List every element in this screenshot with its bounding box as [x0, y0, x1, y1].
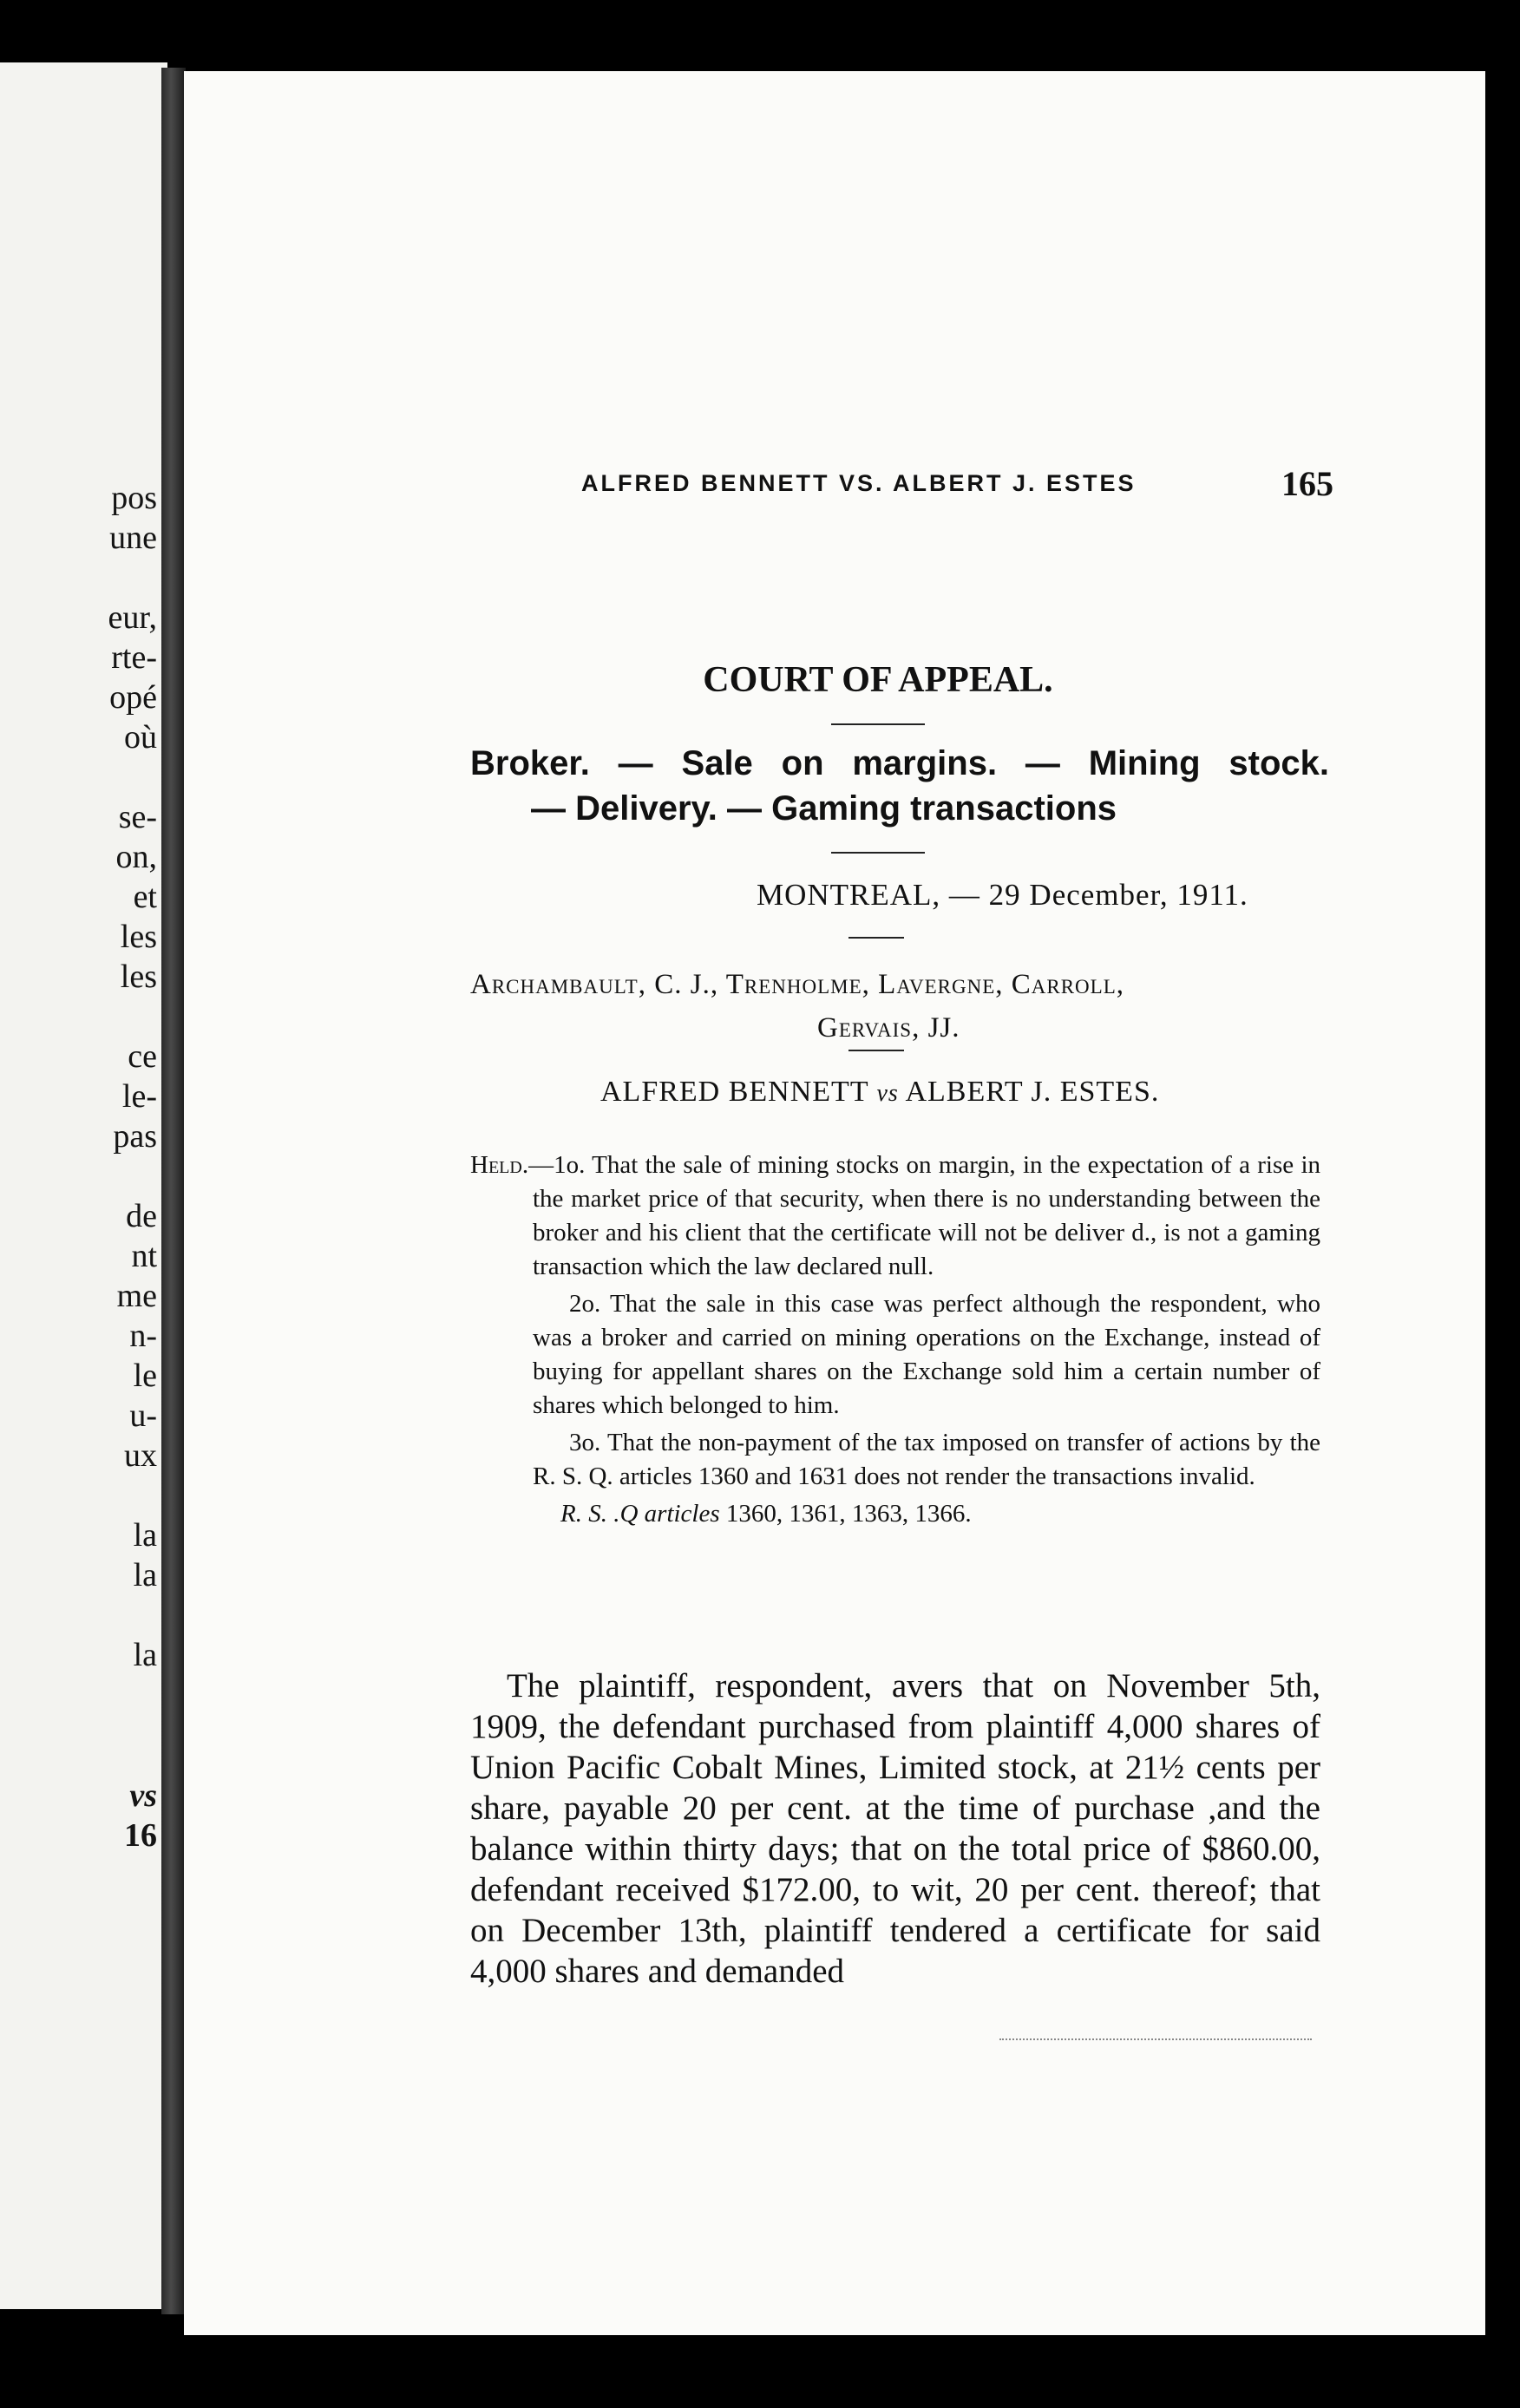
- judges-line-1: Archambault, C. J., Trenholme, Lavergne, Carroll,: [470, 969, 1124, 1000]
- facing-page-fragment: la: [133, 1517, 157, 1554]
- subject-line-1: Broker. — Sale on margins. — Mining stock.: [470, 744, 1329, 782]
- body-text: [470, 1665, 1320, 1992]
- versus: vs: [876, 1080, 899, 1107]
- facing-page-fragment: opé: [109, 679, 157, 716]
- held-point-2: 2o. That the sale in this case was perfect although the respondent, who was a broker and carried on mining operations on the Exchange, instead of buying for appellant shares on the Exchange sold him a certain number of shares which belonged to him.: [533, 1290, 1320, 1419]
- facing-page-fragment: u-: [129, 1397, 157, 1434]
- facing-page: [0, 62, 167, 2309]
- divider-rule: [848, 1050, 904, 1051]
- facing-page-fragment: eur,: [108, 599, 157, 636]
- citation-label: R. S. .Q articles: [560, 1500, 720, 1528]
- held-point-3: 3o. That the non-payment of the tax imposed on transfer of actions by the R. S. Q. articles 1360 and 1631 does not render the transactions invalid.: [533, 1429, 1320, 1490]
- facing-page-fragment: et: [133, 879, 157, 915]
- court-title: COURT OF APPEAL.: [703, 660, 1053, 700]
- facing-page-fragment: les: [120, 919, 157, 955]
- statute-citation: [470, 1497, 1320, 1531]
- facing-page-fragment: 16: [124, 1817, 157, 1854]
- facing-page-fragment: de: [126, 1198, 157, 1234]
- divider-rule: [831, 723, 925, 725]
- facing-page-fragment: ux: [124, 1437, 157, 1474]
- body-paragraph: The plaintiff, respondent, avers that on November 5th, 1909, the defendant purchased from plaintiff 4,000 shares of Union Pacific Cobalt Mines, Limited stock, at 21½ cents per share, payable 20 per cent. at the time of purchase ,and the balance within thirty days; that on the total price of $860.00, defendant received $172.00, to wit, 20 per cent. thereof; that on December 13th, plaintiff tendered a certificate for said 4,000 shares and demanded: [470, 1667, 1320, 1990]
- book-page: [184, 71, 1485, 2335]
- facing-page-fragment: la: [133, 1637, 157, 1673]
- held-section: [470, 1148, 1320, 1534]
- facing-page-fragment: ce: [128, 1038, 157, 1075]
- facing-page-fragment: le: [133, 1358, 157, 1394]
- book-spine: [161, 68, 186, 2314]
- held-point-1: [470, 1148, 1320, 1284]
- facing-page-fragment: la: [133, 1557, 157, 1593]
- divider-rule: [848, 937, 904, 939]
- facing-page-fragment: le-: [121, 1078, 157, 1115]
- facing-page-fragment: les: [120, 959, 157, 995]
- page-number: 165: [1281, 464, 1333, 503]
- facing-page-fragment: me: [116, 1278, 157, 1314]
- facing-page-fragment: se-: [118, 799, 157, 835]
- held-text-1: —1o. That the sale of mining stocks on margin, in the expectation of a rise in the market price of that security, when there is no understanding between the broker and his client that the certificate will not be deliver d., is not a gaming transaction which the law declared null.: [528, 1151, 1320, 1280]
- facing-page-fragment: rte-: [111, 639, 157, 676]
- held-label: Held.: [470, 1151, 529, 1179]
- facing-page-fragment: pas: [113, 1118, 157, 1155]
- subject-headnote: [470, 741, 1329, 831]
- facing-page-fragment: où: [124, 719, 157, 756]
- defendant-name: ALBERT J. ESTES.: [905, 1076, 1160, 1108]
- plaintiff-name: ALFRED BENNETT: [600, 1076, 868, 1108]
- judges: [470, 963, 1303, 1050]
- facing-page-fragment: nt: [131, 1238, 157, 1274]
- facing-page-fragment: vs: [129, 1777, 157, 1814]
- subject-line-2: — Delivery. — Gaming transactions: [531, 789, 1117, 828]
- facing-page-fragment: pos: [111, 480, 157, 516]
- case-parties: [600, 1076, 1159, 1109]
- place-date: MONTREAL, — 29 December, 1911.: [757, 878, 1248, 912]
- running-head: ALFRED BENNETT VS. ALBERT J. ESTES: [581, 470, 1137, 496]
- citation-numbers: 1360, 1361, 1363, 1366.: [725, 1500, 972, 1528]
- facing-page-fragment: on,: [115, 839, 157, 875]
- divider-rule: [831, 852, 925, 854]
- facing-page-fragment: n-: [129, 1318, 157, 1354]
- bottom-mark: [999, 2038, 1312, 2040]
- judges-line-2: Gervais, JJ.: [817, 1012, 960, 1044]
- facing-page-fragment: une: [109, 520, 157, 556]
